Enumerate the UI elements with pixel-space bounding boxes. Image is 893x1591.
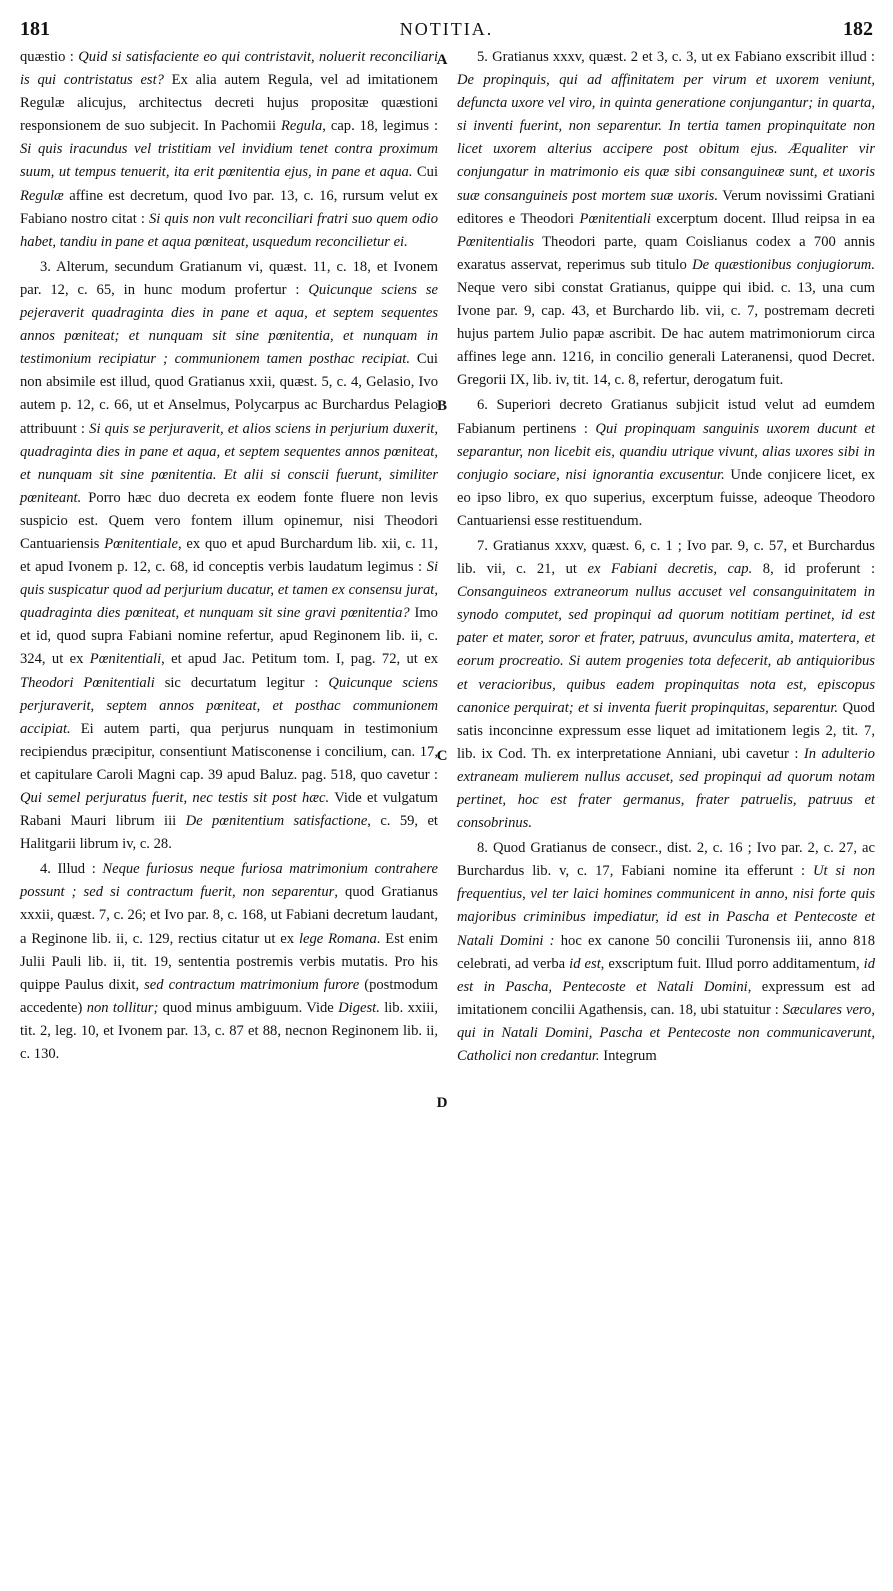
italic-text: Si quis non vult reconciliari fratri suo quem odio habet, tandiu in pane et aqua pœniteat, usquedum reconcilietur ei.	[20, 210, 438, 250]
paragraph: 6. Superiori decreto Gratianus subjicit istud velut ad eumdem Fabianum pertinens : Qui propinquam sanguinis uxorem ducunt et separantur, non licebit eis, quandiu utrique vivunt, alias uxores sibi in conjugio sociare, nisi ignorantia excusentur. Unde conjicere licet, ex eo ipso libro, ex quo superius, excerptum fuisse, adeoque Theodoro Cantuariensi esse restituendum.	[457, 397, 875, 529]
italic-text: Digest.	[338, 999, 380, 1016]
italic-text: De propinquis, qui ad affinitatem per virum et uxorem veniunt, defuncta uxore vel viro, in quinta generatione conjungantur; in quarta, si inventi fuerint, non separentur. In tertia tamen propinquitate non licet uxorem alterius accipere post obitum ejus. Æqualiter vir conjungatur in matrimonio eis quæ sibi consanguineæ sunt, et uxoris suæ consanguineis post mortem suæ uxoris.	[457, 72, 875, 204]
italic-text: Pœnitentiali	[579, 210, 651, 227]
italic-text: ex Fabiani decretis, cap.	[587, 561, 753, 578]
italic-text: Quicunque sciens se pejeraverit quadraginta dies in pane et aqua, et septem sequentes annos pœniteat; et nunquam sit sine pœnitentia, et nunquam in testimonium recipiatur ; communionem tamen posthac recipiat.	[20, 281, 438, 368]
italic-text: Si quis iracundus vel tristitiam vel invidium tenet contra proximum suum, ut tempus tenuerit, ita erit pœnitentia ejus, in pane et aqua.	[20, 141, 438, 181]
margin-letter-b: B	[436, 398, 447, 414]
italic-text: Qui semel perjuratus fuerit, nec testis sit post hæc.	[20, 790, 330, 806]
paragraph: 5. Gratianus xxxv, quæst. 2 et 3, c. 3, ut ex Fabiano exscribit illud : De propinquis, qui ad affinitatem per virum et uxorem veniunt, defuncta uxore vel viro, in quinta generatione conjungantur; in quarta, si inventi fuerint, non separentur. In tertia tamen propinquitate non licet uxorem alterius accipere post obitum ejus. Æqualiter vir conjungatur in matrimonio eis quæ sibi consanguineæ sunt, et uxoris suæ consanguineis post mortem suæ uxoris. Verum novissimi Gratiani editores e Theodori Pœnitentiali excerptum docent. Illud reipsa in ea Pœnitentialis Theodori parte, quam Coislianus codex a 700 annis exaratus asservat, reperimus sub titulo De quæstionibus conjugiorum. Neque vero sibi constat Gratianus, quippe qui ibid. c. 13, una cum Ivone par. 9, cap. 43, et Burchardo lib. vii, c. 7, postremam decreti hujus partem Julio papæ ascribit. De hac autem matrimoniorum circa affines lege ann. 1216, in concilio generali Lateranensi, quod Decret. Gregorii IX, lib. iv, tit. 14, c. 8, refertur, derogatum fuit.	[457, 49, 875, 389]
italic-text: De pœnitentium satisfactione	[185, 813, 368, 830]
margin-letter-c: C	[436, 748, 448, 764]
italic-text: Regula	[280, 118, 323, 135]
italic-text: Si quis se perjuraverit, et alios sciens in perjurium duxerit, quadraginta dies in pane et aqua, et septem sequentes annos pœniteat, et nunquam sit sine pœnitentia. Et alii si conscii fuerunt, similiter pœniteant.	[20, 420, 438, 506]
left-column	[20, 46, 438, 1576]
italic-text: id est	[569, 955, 601, 972]
italic-text: Ut si non frequentius, vel ter laici homines communicent in anno, nisi forte quis majoribus criminibus impediatur, id est in Pascha et Pentecoste et Natali Domini :	[457, 863, 875, 949]
italic-text: Sæculares vero, qui in Natali Domini, Pascha et Pentecoste non communicaverunt, Catholici non credantur.	[457, 1001, 875, 1065]
italic-text: De quæstionibus conjugiorum.	[692, 256, 875, 273]
paragraph: 7. Gratianus xxxv, quæst. 6, c. 1 ; Ivo par. 9, c. 57, et Burchardus lib. vii, c. 21, ut ex Fabiani decretis, cap. 8, id proferunt : Consanguineos extraneorum nullus accuset vel consanguinitatem in synodo computet, sed propinqui ad quorum notitiam pertinet, id est pater et mater, soror et frater, patruus, avunculus amita, matertera, et eorum procreatio. Si autem progenies tota defecerit, ab antiquioribus et veracioribus, quibus eadem propinquitas nota est, episcopus canonice perquirat; et si inventa fuerit propinquitas, separentur. Quod satis inconcinne expressum esse liquet ad imitationem legis 2, tit. 7, lib. ix Cod. Th. ex interpretatione Anniani, ubi cavetur : In adulterio extraneam mulierem nullus accuset, sed propinqui ad quorum notam pertinet, hoc est frater germanus, frater patruelis, patruus et consobrinus.	[457, 537, 876, 832]
italic-text: Regulæ	[20, 187, 64, 204]
right-column	[457, 46, 875, 1576]
italic-text: sed contractum matrimonium furore	[144, 976, 360, 993]
running-header	[20, 12, 873, 46]
paragraph: 4. Illud : Neque furiosus neque furiosa matrimonium contrahere possunt ; sed si contractum fuerit, non separentur, quod Gratianus xxxii, quæst. 7, c. 26; et Ivo par. 8, c. 168, ut Fabiani decretum laudant, a Reginone lib. ii, c. 129, rectius citatur ut ex lege Romana. Est enim Julii Pauli lib. ii, tit. 19, sententia postremis verbis mutatis. Pro his quippe Paulus dixit, sed contractum matrimonium furore (postmodum accedente) non tollitur; quod minus ambiguum. Vide Digest. lib. xxiii, tit. 2, leg. 10, et Ivonem par. 13, c. 87 et 88, necnon Reginonem lib. ii, c. 130.	[20, 861, 439, 1063]
paragraph: 8. Quod Gratianus de consecr., dist. 2, c. 16 ; Ivo par. 2, c. 27, ac Burchardus lib. v, c. 17, Fabiani nomine ita efferunt : Ut si non frequentius, vel ter laici homines communicent in anno, nisi forte quis majoribus criminibus impediatur, id est in Pascha et Pentecoste et Natali Domini : hoc ex canone 50 concilii Turonensis iii, anno 818 celebrati, ad verba id est, exscriptum fuit. Illud porro additamentum, id est in Pascha, Pentecoste et Natali Domini, expressum est ad imitationem concilii Agathensis, can. 18, ubi statuitur : Sæculares vero, qui in Natali Domini, Pascha et Pentecoste non communicaverunt, Catholici non credantur. Integrum	[457, 840, 876, 1065]
italic-text: lege Romana	[298, 930, 377, 947]
italic-text: Quid si satisfaciente eo qui contristavit, noluerit reconciliari is qui contristatus est?	[20, 49, 438, 89]
italic-text: Qui propinquam sanguinis uxorem ducunt et separantur, non licebit eis, quandiu utrique vivunt, alias uxores sibi in conjugio sociare, nisi ignorantia excusentur.	[457, 420, 875, 483]
paragraph: 3. Alterum, secundum Gratianum vi, quæst. 11, c. 18, et Ivonem par. 12, c. 65, in hunc modum profertur : Quicunque sciens se pejeraverit quadraginta dies in pane et aqua, et septem sequentes annos pœniteat; et nunquam sit sine pœnitentia, et nunquam in testimonium recipiatur ; communionem tamen posthac recipiat. Cui non absimile est illud, quod Gratianus xxii, quæst. 5, c. 4, Gelasio, Ivo autem p. 12, c. 66, ut et Anselmus, Polycarpus ac Burchardus Pelagio attribuunt : Si quis se perjuraverit, et alios sciens in perjurium duxerit, quadraginta dies in pane et aqua, et septem sequentes annos pœniteat, et nunquam sit sine pœnitentia. Et alii si conscii fuerunt, similiter pœniteant. Porro hæc duo decreta ex eodem fonte fluere non levis suspicio est. Quem vero fontem illum opinemur, nisi Theodori Cantuariensis Pœnitentiale, ex quo et apud Burchardum lib. xii, c. 11, et apud Ivonem p. 12, c. 68, id conceptis verbis laudatum legimus : Si quis suspicatur quod ad perjurium ducatur, et tamen ex consensu jurat, quadraginta dies pœniteat, et nunquam sit sine gravi pœnitentia? Imo et id, quod supra Fabiani nomine refertur, apud Reginonem lib. ii, c. 324, ut ex Pœnitentiali, et apud Jac. Petitum tom. I, pag. 72, ut ex Theodori Pœnitentiali sic decurtatum legitur : Quicunque sciens perjuraverit, septem annos pœniteat, et posthac communionem accipiat. Ei autem parti, qua perjurus nunquam in testimonium recipiendus præcipitur, consentiunt Matisconense i concilium, can. 17, et capitulare Caroli Magni cap. 39 apud Baluz. pag. 518, quo cavetur : Qui semel perjuratus fuerit, nec testis sit post hæc. Vide et vulgatum Rabani Mauri librum iii De pœnitentium satisfactione, c. 59, et Halitgarii librum iv, c. 28.	[20, 258, 439, 853]
italic-text: Quicunque sciens perjuraverit, septem annos pœniteat, et posthac communionem accipiat.	[20, 674, 438, 737]
italic-text: Consanguineos extraneorum nullus accuset vel consanguinitatem in synodo computet, sed propinqui ad quorum notitiam pertinet, id est pater et mater, soror et frater, patruus, avunculus amita, matertera, et eorum procreatio. Si autem progenies tota defecerit, ab antiquioribus et veracioribus, quibus eadem propinquitas nota est, episcopus canonice perquirat; et si inventa fuerit propinquitas, separentur.	[457, 584, 875, 716]
italic-text: Neque furiosus neque furiosa matrimonium contrahere possunt ; sed si contractum fuerit, non separentur	[20, 861, 439, 901]
page-number-right: 182	[842, 17, 873, 40]
margin-letter-a: A	[436, 52, 448, 68]
italic-text: Pœnitentiali	[89, 651, 162, 668]
running-title: NOTITIA.	[399, 18, 494, 39]
paragraph: quæstio : Quid si satisfaciente eo qui contristavit, noluerit reconciliari is qui contristatus est? Ex alia autem Regula, vel ad imitationem Regulæ alicujus, architectus decreti hujus propositæ quæstioni responsionem de suo subjecit. In Pachomii Regula, cap. 18, legimus : Si quis iracundus vel tristitiam vel invidium tenet contra proximum suum, ut tempus tenuerit, ita erit pœnitentia ejus, in pane et aqua. Cui Regulæ affine est decretum, quod Ivo par. 13, c. 16, rursum velut ex Fabiano nostro citat : Si quis non vult reconciliari fratri suo quem odio habet, tandiu in pane et aqua pœniteat, usquedum reconcilietur ei.	[20, 49, 439, 250]
italic-text: Pœnitentiale	[104, 535, 178, 552]
italic-text: Theodori Pœnitentiali	[20, 674, 155, 691]
margin-letter-d: D	[436, 1095, 448, 1111]
page-number-left: 181	[20, 17, 50, 40]
italic-text: Si quis suspicatur quod ad perjurium ducatur, et tamen ex consensu jurat, quadraginta dies pœniteat, et nunquam sit sine gravi pœnitentia?	[20, 559, 438, 622]
italic-text: In adulterio extraneam mulierem nullus accuset, sed propinqui ad quorum notam pertinet, hoc est frater germanus, frater patruelis, patruus et consobrinus.	[457, 745, 875, 832]
italic-text: non tollitur;	[86, 999, 159, 1016]
italic-text: Pœnitentialis	[457, 233, 535, 250]
italic-text: id est in Pascha, Pentecoste et Natali Domini	[457, 955, 875, 995]
